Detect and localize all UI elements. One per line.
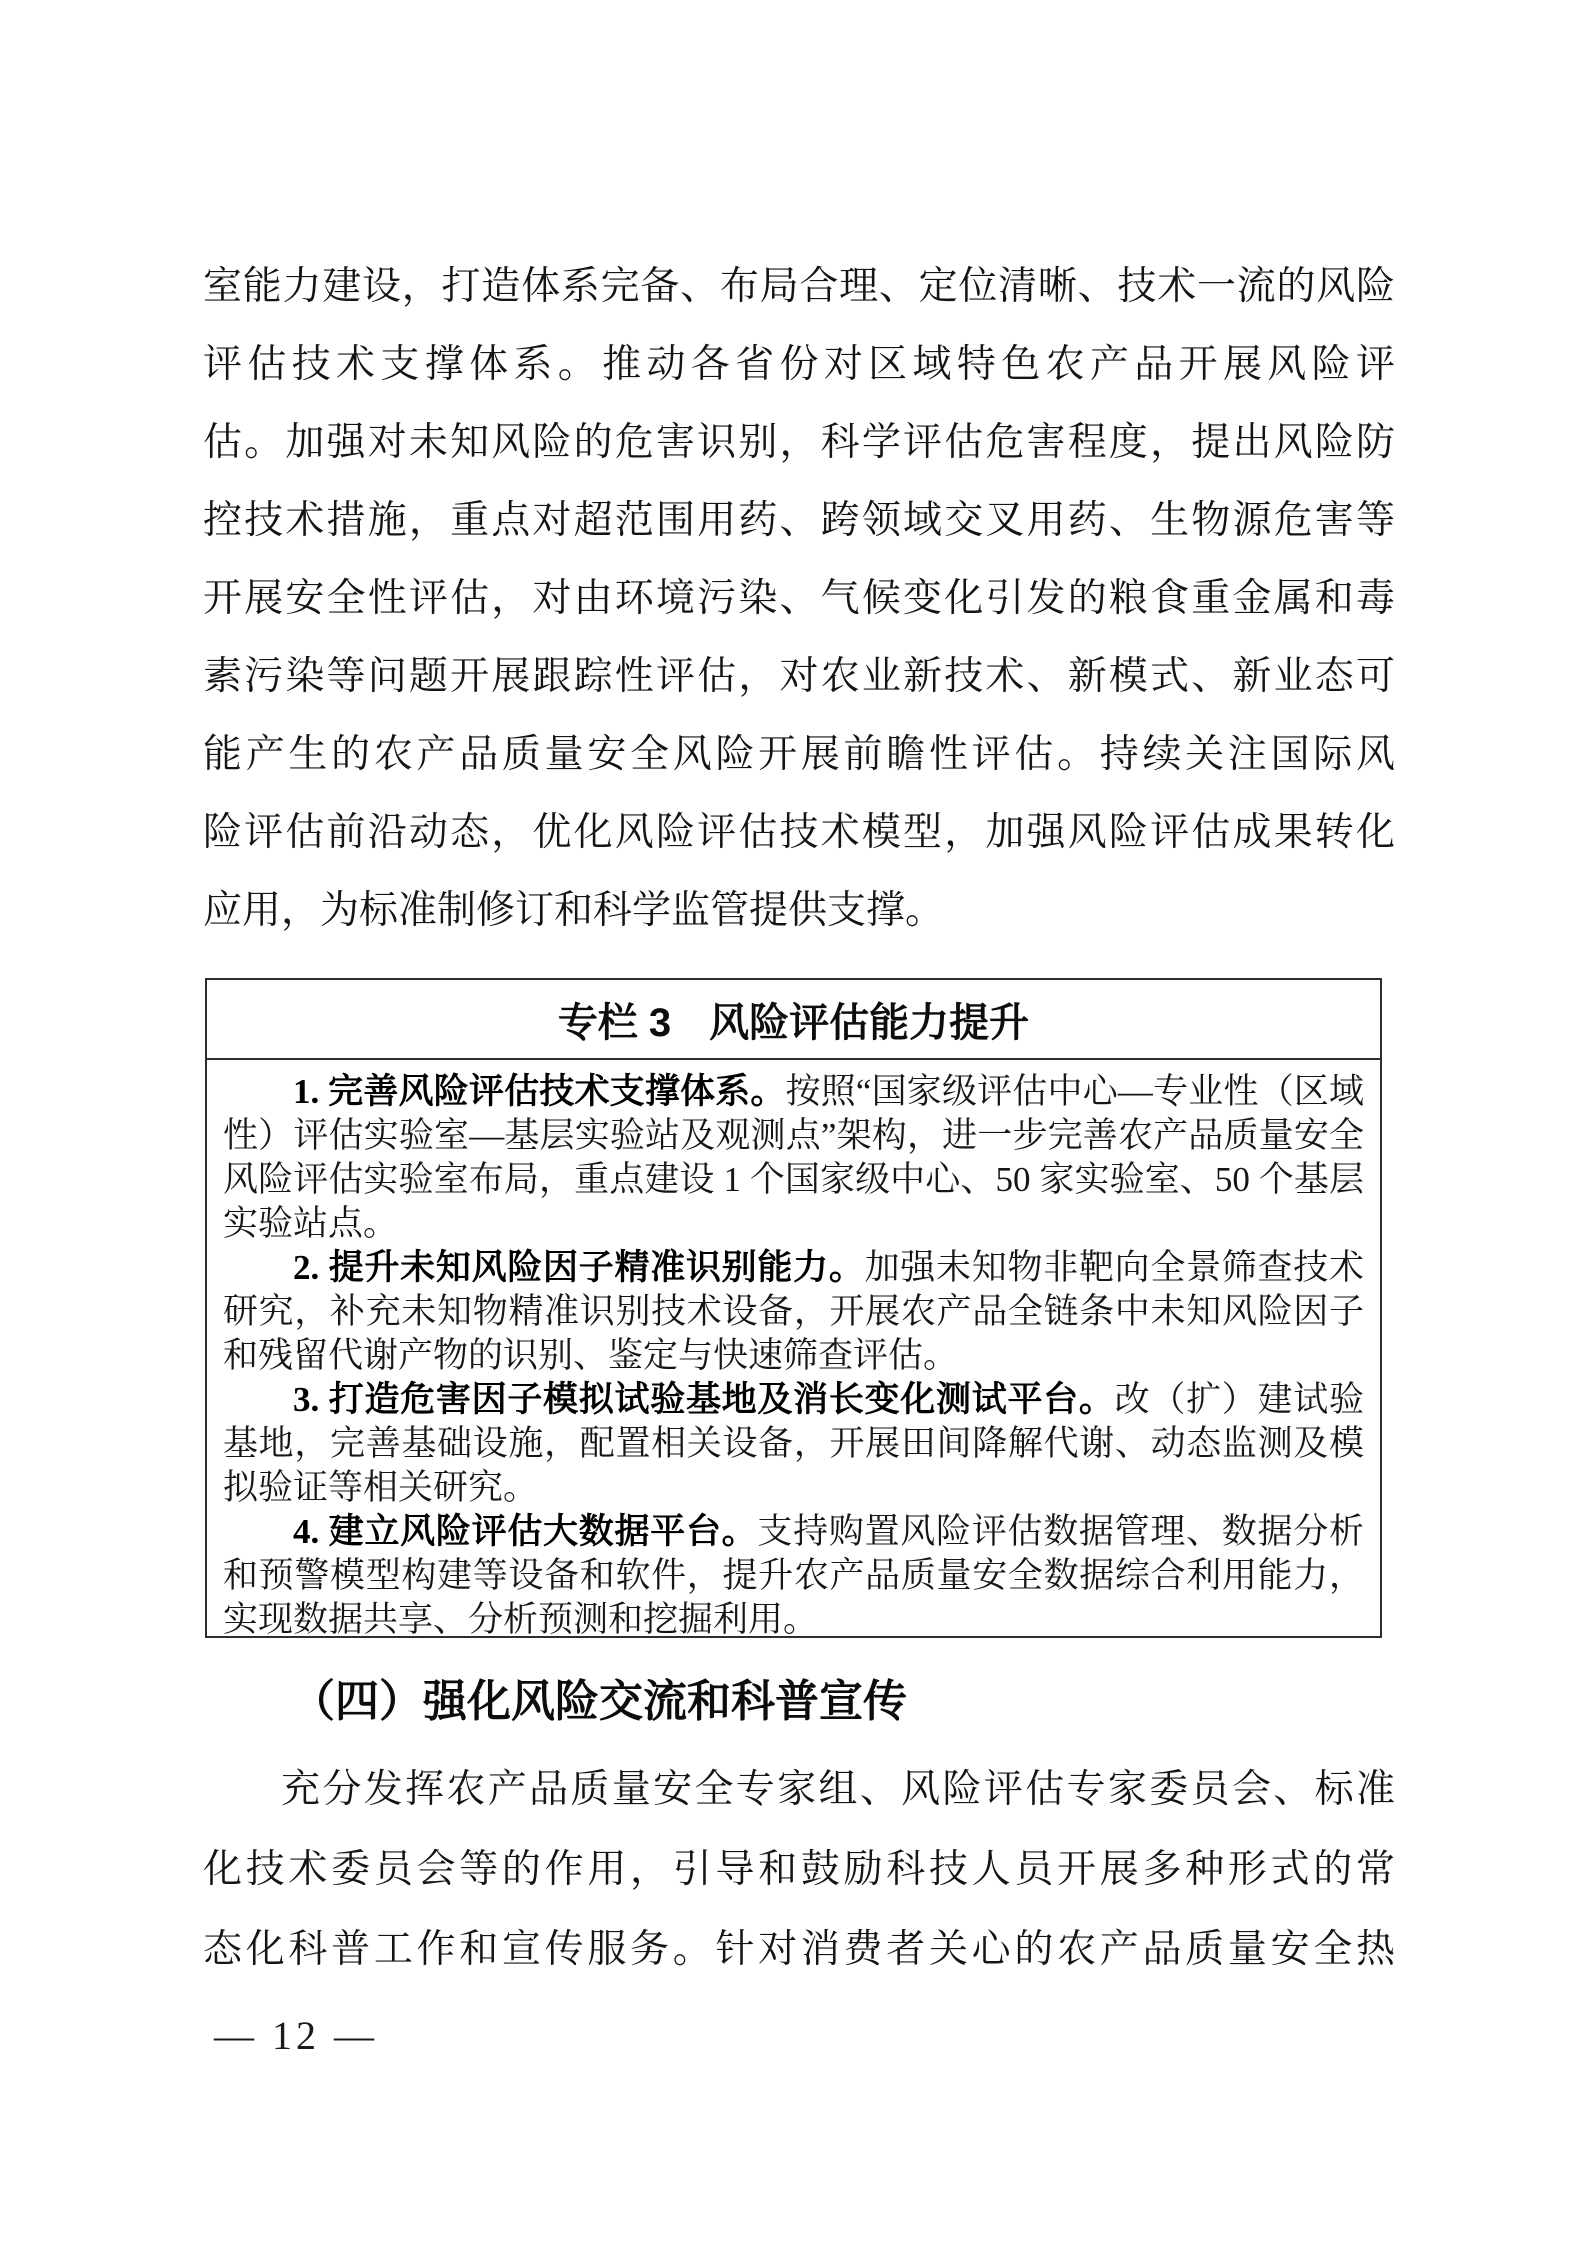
- section-heading: （四）强化风险交流和科普宣传: [291, 1677, 907, 1726]
- panel-item-4-lead: 4. 建立风险评估大数据平台。: [293, 1512, 758, 1551]
- body-line: 态化科普工作和宣传服务。针对消费者关心的农产品质量安全热: [203, 1928, 1395, 1971]
- panel-item-2-lead: 2. 提升未知风险因子精准识别能力。: [293, 1248, 865, 1287]
- body-line: 评估技术支撑体系。推动各省份对区域特色农产品开展风险评: [203, 343, 1395, 386]
- body-line: 充分发挥农产品质量安全专家组、风险评估专家委员会、标准: [281, 1768, 1395, 1811]
- panel-item-3-body: 改（扩）建试验基地，完善基础设施，配置相关设备，开展田间降解代谢、动态监测及模拟验证等相关研究。: [223, 1380, 1364, 1507]
- column-panel-3: [205, 978, 1382, 1638]
- body-line: 化技术委员会等的作用，引导和鼓励科技人员开展多种形式的常: [203, 1848, 1395, 1891]
- panel-item-1: [223, 1070, 1364, 1246]
- panel-title-text: 风险评估能力提升: [709, 1000, 1030, 1045]
- panel-item-3-lead: 3. 打造危害因子模拟试验基地及消长变化测试平台。: [293, 1380, 1115, 1419]
- body-line: 应用，为标准制修订和科学监管提供支撑。: [203, 889, 945, 932]
- panel-item-1-lead: 1. 完善风险评估技术支撑体系。: [293, 1072, 786, 1111]
- panel-body: [207, 1060, 1380, 1642]
- body-line: 室能力建设，打造体系完备、布局合理、定位清晰、技术一流的风险: [203, 265, 1395, 308]
- body-line: 估。加强对未知风险的危害识别，科学评估危害程度，提出风险防: [203, 421, 1395, 464]
- panel-item-3: [223, 1378, 1364, 1510]
- panel-item-4-body: 支持购置风险评估数据管理、数据分析和预警模型构建等设备和软件，提升农产品质量安全数据综合利用能力，实现数据共享、分析预测和挖掘利用。: [223, 1512, 1364, 1639]
- panel-item-2-body: 加强未知物非靶向全景筛查技术研究，补充未知物精准识别技术设备，开展农产品全链条中未知风险因子和残留代谢产物的识别、鉴定与快速筛查评估。: [223, 1248, 1364, 1375]
- body-line: 素污染等问题开展跟踪性评估，对农业新技术、新模式、新业态可: [203, 655, 1395, 698]
- panel-item-4: [223, 1510, 1364, 1642]
- body-line: 险评估前沿动态，优化风险评估技术模型，加强风险评估成果转化: [203, 811, 1395, 854]
- body-line: 开展安全性评估，对由环境污染、气候变化引发的粮食重金属和毒: [203, 577, 1395, 620]
- panel-title: [207, 980, 1380, 1060]
- page-number: — 12 —: [214, 2013, 378, 2058]
- paragraph-risk-communication: [203, 1750, 1395, 1990]
- body-line: 控技术措施，重点对超范围用药、跨领域交叉用药、生物源危害等: [203, 499, 1395, 542]
- panel-item-1-body: 按照“国家级评估中心—专业性（区域性）评估实验室—基层实验站及观测点”架构，进一步完善农产品质量安全风险评估实验室布局，重点建设 1 个国家级中心、50 家实验室、50 个基层实验站点。: [223, 1072, 1364, 1243]
- panel-item-2: [223, 1246, 1364, 1378]
- paragraph-risk-assessment: [203, 248, 1395, 950]
- panel-title-prefix: 专栏 3: [557, 1000, 672, 1045]
- body-line: 能产生的农产品质量安全风险开展前瞻性评估。持续关注国际风: [203, 733, 1395, 776]
